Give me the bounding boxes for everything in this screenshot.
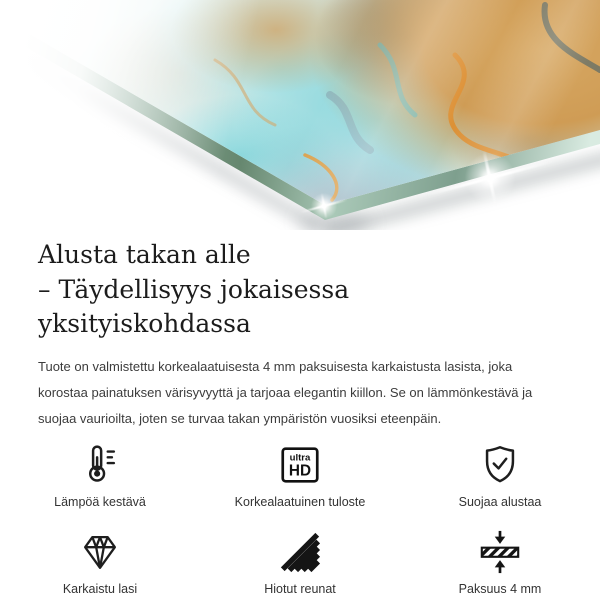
hero-image — [0, 0, 600, 230]
feature-ultra-hd-print — [200, 442, 400, 509]
thermometer-icon — [77, 442, 123, 488]
ultra-hd-icon — [277, 442, 323, 488]
intro-paragraph: Tuote on valmistettu korkealaatuisesta 4 mm paksuisesta karkaistusta lasista, joka korostaa painatuksen värisyvyyttä ja tarjoaa elegantin kiillon. Se on lämmönkestävä ja suojaa vaurioilta, joten se turvaa takan ympäristön vuosiksi eteenpäin. — [38, 358, 533, 426]
svg-text:ultra: ultra — [289, 452, 311, 464]
page-title — [38, 238, 562, 342]
feature-label: Hiotut reunat — [264, 581, 336, 596]
feature-label: Korkealaatuinen tuloste — [234, 494, 366, 509]
feature-protects-surface — [400, 442, 600, 509]
features-grid — [0, 442, 600, 596]
feature-label: Lämpöä kestävä — [54, 494, 146, 509]
feature-tempered-glass — [0, 529, 200, 596]
feature-label: Suojaa alustaa — [458, 494, 542, 509]
svg-text:HD: HD — [288, 462, 312, 480]
diamond-icon — [77, 529, 123, 575]
feature-thickness — [400, 529, 600, 596]
feature-label: Karkaistu lasi — [62, 581, 138, 596]
feature-label: Paksuus 4 mm — [458, 581, 542, 596]
feature-polished-edges — [200, 529, 400, 596]
page-title-line1: Alusta takan alle — [38, 240, 251, 269]
thickness-icon — [477, 529, 523, 575]
shield-check-icon — [477, 442, 523, 488]
polished-edges-icon — [277, 529, 323, 575]
page-title-line2: – Täydellisyys jokaisessa yksityiskohdassa — [38, 274, 350, 338]
feature-heat-resistant — [0, 442, 200, 509]
